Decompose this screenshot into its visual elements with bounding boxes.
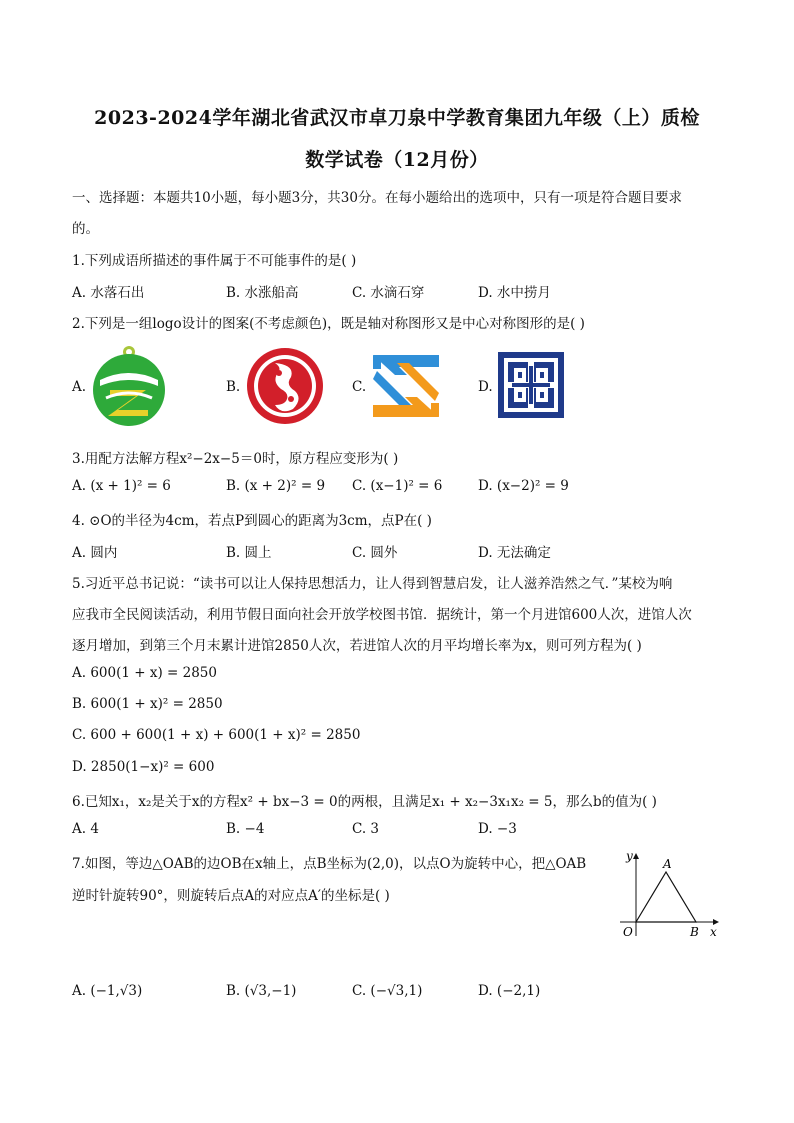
q7-option-a: A. (−1,√3) — [72, 983, 143, 999]
logo-c-image — [369, 351, 443, 421]
q1-option-c: C. 水滴石穿 — [352, 285, 425, 301]
q4-option-d: D. 无法确定 — [478, 545, 551, 561]
q6-option-c: C. 3 — [352, 821, 380, 837]
question-6-stem: 6.已知x₁，x₂是关于x的方程x² + bx−3 = 0的两根，且满足x₁ + x₂−3x₁x₂ = 5，那么b的值为( ) — [72, 794, 657, 810]
question-2-stem: 2.下列是一组logo设计的图案(不考虑颜色)，既是轴对称图形又是中心对称图形的是( ) — [72, 316, 585, 332]
q5-option-c: C. 600 + 600(1 + x) + 600(1 + x)² = 2850 — [72, 727, 361, 743]
q4-option-b: B. 圆上 — [226, 545, 272, 561]
logo-d-image — [498, 352, 564, 418]
q7-option-b: B. (√3,−1) — [226, 983, 297, 999]
question-4-stem: 4. ⊙O的半径为4cm，若点P到圆心的距离为3cm，点P在( ) — [72, 513, 432, 529]
triangle-figure — [614, 848, 724, 940]
x-axis-label: x — [710, 925, 717, 939]
question-5-stem-line-2: 应我市全民阅读活动，利用节假日面向社会开放学校图书馆．据统计，第一个月进馆600人次，进馆人次 — [72, 607, 692, 623]
y-axis-label: y — [626, 849, 633, 863]
logo-a-image — [88, 344, 170, 428]
q4-option-c: C. 圆外 — [352, 545, 398, 561]
logo-b-image — [245, 345, 325, 427]
q2-option-c: C. — [352, 379, 367, 395]
section-instruction-cont: 的。 — [72, 221, 99, 237]
question-7-stem-line-1: 7.如图，等边△OAB的边OB在x轴上，点B坐标为(2,0)，以点O为旋转中心，把△OAB — [72, 856, 587, 872]
q1-option-d: D. 水中捞月 — [478, 285, 551, 301]
page-subtitle: 数学试卷（12月份） — [305, 149, 489, 171]
q6-option-b: B. −4 — [226, 821, 265, 837]
page-title: 2023-2024学年湖北省武汉市卓刀泉中学教育集团九年级（上）质检 — [94, 107, 700, 129]
point-a-label: A — [663, 857, 672, 871]
triangle-oab — [636, 872, 696, 922]
q2-option-d: D. — [478, 379, 493, 395]
q2-option-a: A. — [72, 379, 87, 395]
q6-option-d: D. −3 — [478, 821, 517, 837]
q4-option-a: A. 圆内 — [72, 545, 118, 561]
q6-option-a: A. 4 — [72, 821, 99, 837]
point-b-label: B — [690, 925, 699, 939]
question-5-stem-line-1: 5.习近平总书记说：“读书可以让人保持思想活力，让人得到智慧启发，让人滋养浩然之气．”某校为响 — [72, 576, 673, 592]
q1-option-a: A. 水落石出 — [72, 285, 145, 301]
question-3-stem: 3.用配方法解方程x²−2x−5＝0时，原方程应变形为( ) — [72, 451, 399, 467]
q5-option-a: A. 600(1 + x) = 2850 — [72, 665, 217, 681]
question-7-stem-line-2: 逆时针旋转90°，则旋转后点A的对应点A′的坐标是( ) — [72, 888, 390, 904]
q5-option-d: D. 2850(1−x)² = 600 — [72, 759, 215, 775]
question-5-stem-line-3: 逐月增加，到第三个月末累计进馆2850人次，若进馆人次的月平均增长率为x，则可列方程为( ) — [72, 638, 642, 654]
q5-option-b: B. 600(1 + x)² = 2850 — [72, 696, 223, 712]
q3-option-a: A. (x + 1)² = 6 — [72, 478, 171, 494]
section-instruction: 一、选择题：本题共10小题，每小题3分，共30分。在每小题给出的选项中，只有一项是符合题目要求 — [72, 190, 682, 206]
question-1-stem: 1.下列成语所描述的事件属于不可能事件的是( ) — [72, 253, 357, 269]
q1-option-b: B. 水涨船高 — [226, 285, 299, 301]
q3-option-d: D. (x−2)² = 9 — [478, 478, 569, 494]
q3-option-c: C. (x−1)² = 6 — [352, 478, 443, 494]
q3-option-b: B. (x + 2)² = 9 — [226, 478, 326, 494]
point-o-label: O — [623, 925, 633, 939]
q7-option-d: D. (−2,1) — [478, 983, 541, 999]
q7-option-c: C. (−√3,1) — [352, 983, 423, 999]
q2-option-b: B. — [226, 379, 241, 395]
